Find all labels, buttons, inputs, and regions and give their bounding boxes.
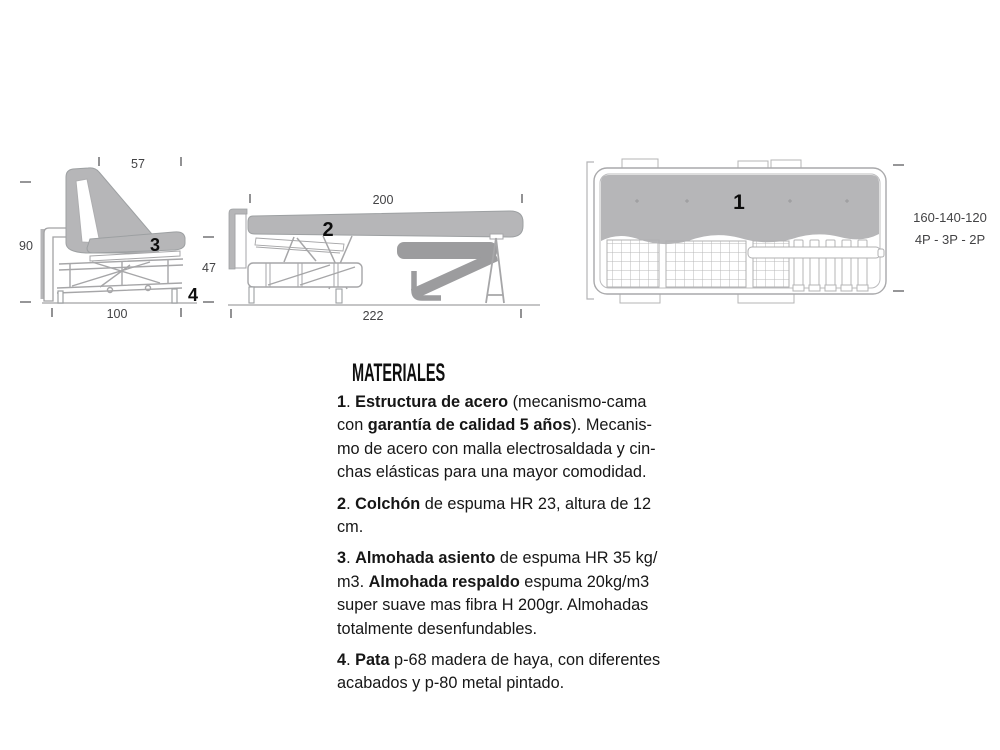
dim-height: 90 — [19, 239, 33, 253]
materials-heading: MATERIALES — [352, 359, 446, 387]
dim-total-length: 222 — [362, 309, 384, 323]
material-item: 3. Almohada asiento de espuma HR 35 kg/ m3. Almohada respaldo espuma 20kg/m3 super suave mas fibra H 200gr. Almohadas totalmente desenfundables. — [337, 549, 658, 638]
label-seat-cushion: 3 — [149, 235, 161, 255]
material-item: 4. Pata p-68 madera de haya, con diferentes acabados y p-80 metal pintado. — [337, 651, 661, 693]
dim-depth: 100 — [106, 307, 128, 321]
label-mattress: 2 — [322, 219, 334, 241]
widths-text: 160-140-120 — [913, 210, 987, 225]
material-item: 1. Estructura de acero (mecanismo-cama con garantía de calidad 5 años). Mecanis- mo de acero con malla electrosaldada y cin- chas elásticas para una mayor comodidad. — [337, 393, 656, 482]
bed-top-view-drawing — [587, 159, 987, 303]
dim-seat-height: 47 — [202, 261, 216, 275]
label-structure: 1 — [733, 191, 745, 214]
bed-side-view-drawing — [228, 193, 540, 323]
sofa-side-view-drawing — [19, 157, 216, 321]
diagrams-canvas — [0, 0, 1000, 345]
materials-list — [337, 391, 737, 704]
label-leg: 4 — [187, 285, 199, 305]
dim-mattress-length: 200 — [372, 193, 394, 207]
dim-backrest-width: 57 — [131, 157, 145, 171]
places-text: 4P - 3P - 2P — [914, 232, 986, 247]
material-item: 2. Colchón de espuma HR 23, altura de 12 cm. — [337, 494, 652, 537]
